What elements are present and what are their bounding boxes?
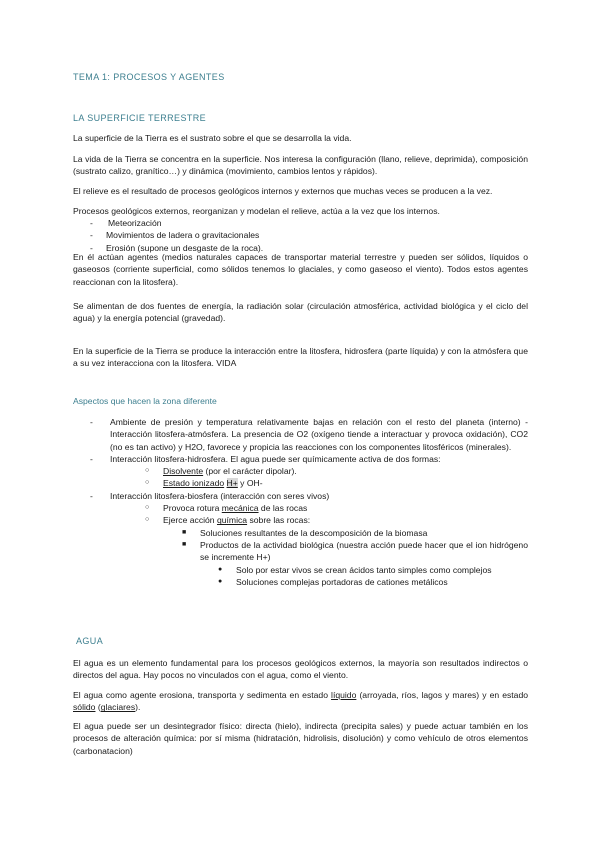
list-item: - Interacción litosfera-hidrosfera. El agua puede ser químicamente activa de dos formas: bbox=[90, 453, 441, 464]
list-item: ○ Provoca rotura mecánica de las rocas bbox=[145, 503, 308, 514]
document-title: TEMA 1: PROCESOS Y AGENTES bbox=[73, 72, 225, 82]
paragraph: Procesos geológicos externos, reorganizan y modelan el relieve, actúa a la vez que los internos. bbox=[73, 206, 440, 216]
circle-bullet: ○ bbox=[145, 504, 150, 512]
paragraph: En él actúan agentes (medios naturales capaces de transportar material terrestre y pueden ser sólidos, líquidos o gaseosos (corriente superficial, como sólidos tenemos lo glaciales, y como gaseoso el viento). Todos estos agentes reaccionan con la litosfera). bbox=[73, 252, 528, 287]
circle-bullet: ○ bbox=[145, 467, 150, 475]
list-item: - Movimientos de ladera o gravitacionales bbox=[90, 229, 520, 241]
list-item: - Ambiente de presión y temperatura relativamente bajas en relación con el resto del planeta (interno) -Interacción litosfera-atmósfera. La presencia de O2 (oxígeno tiende a interactuar y provoca oxidación), CO2 (no es tan activo) y H2O, favorece y propicia las reacciones con los componentes litosféricos (minerales). bbox=[90, 417, 528, 452]
paragraph: El relieve es el resultado de procesos geológicos internos y externos que muchas veces se producen a la vez. bbox=[73, 186, 493, 196]
paragraph: En la superficie de la Tierra se produce la interacción entre la litosfera, hidrosfera (parte líquida) y con la atmósfera que a su vez interacciona con la litosfera. VIDA bbox=[73, 346, 528, 369]
section-heading-aspectos: Aspectos que hacen la zona diferente bbox=[73, 396, 217, 406]
dash-bullet: - bbox=[90, 453, 93, 464]
paragraph: La vida de la Tierra se concentra en la superficie. Nos interesa la configuración (llano, relieve, deprimida), composición (sustrato calizo, granítico…) y dinámica (movimiento, cambios lentos y rápidos). bbox=[73, 154, 528, 177]
list-item: - Interacción litosfera-biosfera (interacción con seres vivos) bbox=[90, 490, 330, 501]
list-item: ○ Ejerce acción química sobre las rocas: bbox=[145, 515, 311, 526]
paragraph: El agua puede ser un desintegrador físico: directa (hielo), indirecta (precipita sales) y puede actuar también en los procesos de alteración química: por sí misma (hidratación, hidrolisis, disolución) y como vehículo de otros elementos (carbonatacion) bbox=[73, 721, 528, 756]
square-bullet: ■ bbox=[182, 528, 187, 536]
aspectos-list bbox=[73, 416, 528, 588]
list-item: ○ Disolvente (por el carácter dipolar). bbox=[145, 466, 297, 477]
list-item: ● Solo por estar vivos se crean ácidos tanto simples como complejos bbox=[218, 564, 492, 575]
dash-bullet: - bbox=[90, 417, 93, 427]
circle-bullet: ○ bbox=[145, 479, 150, 487]
section-heading-agua: AGUA bbox=[76, 636, 104, 646]
list-item: ■ Soluciones resultantes de la descomposición de la biomasa bbox=[182, 527, 428, 538]
processes-list bbox=[90, 217, 520, 254]
list-item: ○ Estado ionizado H+ y OH- bbox=[145, 478, 263, 489]
dash-bullet: - bbox=[90, 490, 93, 501]
list-item: - Meteorización bbox=[90, 217, 520, 229]
list-item: - Erosión (supone un desgaste de la roca). bbox=[90, 242, 520, 254]
list-item: ■ Productos de la actividad biológica (nuestra acción puede hacer que el ion hidrógeno se incremente H+) bbox=[182, 539, 528, 563]
section-heading-superficie: LA SUPERFICIE TERRESTRE bbox=[73, 113, 207, 123]
dot-bullet: ● bbox=[218, 577, 223, 585]
paragraph: La superficie de la Tierra es el sustrato sobre el que se desarrolla la vida. bbox=[73, 133, 352, 143]
paragraph: Se alimentan de dos fuentes de energía, la radiación solar (circulación atmosférica, actividad biológica y el ciclo del agua) y la energía potencial (gravedad). bbox=[73, 301, 528, 324]
dot-bullet: ● bbox=[218, 565, 223, 573]
paragraph: El agua como agente erosiona, transporta y sedimenta en estado líquido (arroyada, ríos, lagos y mares) y en estado sólido (glaciares). bbox=[73, 690, 528, 713]
square-bullet: ■ bbox=[182, 540, 187, 548]
circle-bullet: ○ bbox=[145, 516, 150, 524]
paragraph: El agua es un elemento fundamental para los procesos geológicos externos, la mayoría son resultados indirectos o directos del agua. Hay pocos no vinculados con el agua, como el viento. bbox=[73, 658, 528, 681]
list-item: ● Soluciones complejas portadoras de cationes metálicos bbox=[218, 576, 448, 587]
